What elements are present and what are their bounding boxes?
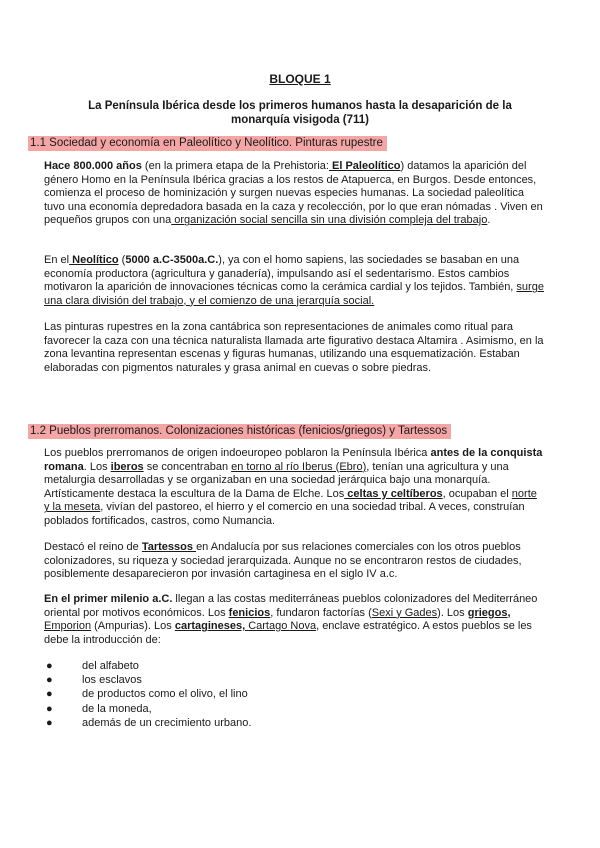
term-fenicios: fenicios	[228, 606, 271, 619]
text-run: ) datamos la aparición del género Homo en la Península Ibérica gracias a los restos de Atapuerca, en Burgos. Desde entonces, comienza el proceso de hominización y surgen nuevas especies humanas. La sociedad paleolítica tuvo una economía depredadora basada en la caza y recolección, por lo que eran nómadas . Viven en pequeños grupos con una	[44, 160, 543, 227]
underlined-phrase: norte y la meseta	[44, 487, 537, 514]
text-run: (Ampurias). Los	[91, 620, 175, 633]
section-heading-1-2: 1.2 Pueblos prerromanos. Colonizaciones históricas (fenicios/griegos) y Tartessos	[28, 424, 451, 439]
underlined-phrase: Sexi y Gades	[371, 606, 438, 619]
text-run: llegan a las costas mediterráneas pueblos colonizadores del Mediterráneo oriental por motivos económicos. Los	[44, 593, 538, 619]
text-run: Los pueblos prerromanos de origen indoeuropeo poblaron la Península Ibérica	[44, 447, 431, 459]
paragraph-paleolitico	[44, 160, 544, 228]
paragraph-prerromanos	[44, 447, 544, 529]
text-run: .	[487, 214, 491, 227]
text-run: , vivían del pastoreo, el hierro y el comercio en una sociedad tribal. A veces, construían poblados fortificados, castros, como Numancia.	[44, 501, 525, 527]
text-run: , tenían una agricultura y una metalurgia desarrolladas y se organizaban en una sociedad jerárquica bajo una monarquía. Artísticamente destaca la escultura de la Dama de Elche. Los	[44, 460, 509, 500]
term-neolitico: Neolítico	[69, 254, 119, 266]
bullet-list	[44, 659, 251, 730]
list-item	[44, 702, 251, 716]
list-item-text: de la moneda,	[82, 702, 152, 715]
bold-phrase: antes de la conquista romana	[44, 447, 543, 473]
text-run: , ocupaban el	[442, 487, 512, 500]
document-title: La Península Ibérica desde los primeros humanos hasta la desaparición de la monarquía visigoda (711)	[88, 100, 512, 126]
underlined-phrase: Emporion	[44, 620, 92, 633]
bullet-marker: ●	[46, 674, 53, 687]
bullet-marker: ●	[46, 660, 53, 672]
term-iberos: iberos	[110, 460, 144, 473]
highlight-date: En el primer milenio a.C.	[44, 593, 173, 605]
bullet-marker: ●	[46, 688, 53, 701]
text-run: . Los	[83, 460, 111, 473]
text-run: , enclave estratégico. A estos pueblos se les debe la introducción de:	[44, 620, 532, 646]
text-run: En el	[44, 254, 70, 266]
text-run: Destacó el reino de	[44, 541, 142, 553]
text-run: (en la primera etapa de la Prehistoria:	[141, 160, 329, 172]
list-item	[44, 659, 251, 673]
underlined-phrase: en torno al río Iberus (Ebro)	[231, 460, 367, 473]
underlined-phrase: Cartago Nova	[248, 620, 317, 633]
paragraph-tartessos	[44, 541, 544, 582]
text-run: ). Los	[437, 606, 468, 619]
list-item	[44, 687, 251, 701]
list-item-text: del alfabeto	[82, 660, 139, 672]
term-griegos: griegos,	[467, 606, 511, 619]
list-item-text: además de un crecimiento urbano.	[82, 716, 252, 729]
bullet-marker: ●	[46, 716, 53, 729]
list-item-text: los esclavos	[82, 674, 142, 687]
underlined-phrase: surge una clara división del trabajo, y el comienzo de una jerarquía social.	[44, 281, 544, 307]
text-run: se concentraban	[143, 460, 232, 473]
text-run: ), ya con el homo sapiens, las sociedades se basaban en una economía productora (agricultura y ganadería), impulsando así el sedentarismo. Estos cambios motivaron la aparición de innovaciones técnicas como la cerámica cardial y los tejidos. También,	[44, 254, 520, 294]
list-item	[44, 673, 251, 687]
paragraph-pinturas: Las pinturas rupestres en la zona cantábrica son representaciones de animales como ritual para favorecer la caza con una técnica naturalista llamada arte figurativo destaca Altamira . Asimismo, en la zona levantina representan escenas y figuras humanas, utilizando una esquematización. Estaban elaboradas con pigmentos naturales y grasa animal en cuevas o sobre piedras.	[44, 321, 544, 374]
section-heading-1-1: 1.1 Sociedad y economía en Paleolítico y Neolítico. Pinturas rupestre	[28, 136, 387, 151]
text-run: en Andalucía por sus relaciones comerciales con los otros pueblos colonizadores, su riqueza y sociedad jerarquizada. Aunque no se encontraron restos de ciudades, posiblemente desaparecieron por invasión cartaginesa en el siglo IV a.c.	[44, 541, 522, 581]
term-cartagineses: cartagineses,	[174, 620, 249, 633]
text-run: (	[118, 254, 126, 266]
bloque-label: BLOQUE 1	[269, 72, 331, 86]
list-item-text: de productos como el olivo, el lino	[82, 688, 248, 701]
text-run: , fundaron factorías (	[270, 606, 372, 619]
bullet-marker: ●	[46, 702, 53, 715]
term-celtas: celtas y celtíberos	[344, 487, 443, 500]
list-item	[44, 716, 251, 730]
highlight-date: Hace 800.000 años	[44, 160, 142, 172]
term-paleolitico: El Paleolítico	[328, 160, 401, 172]
highlight-date: 5000 a.C-3500a.C.	[125, 254, 219, 266]
term-tartessos: Tartessos	[141, 541, 197, 553]
paragraph-neolitico	[44, 254, 544, 308]
paragraph-colonizaciones	[44, 593, 544, 647]
underlined-phrase: organización social sencilla sin una división compleja del trabajo	[171, 214, 488, 227]
